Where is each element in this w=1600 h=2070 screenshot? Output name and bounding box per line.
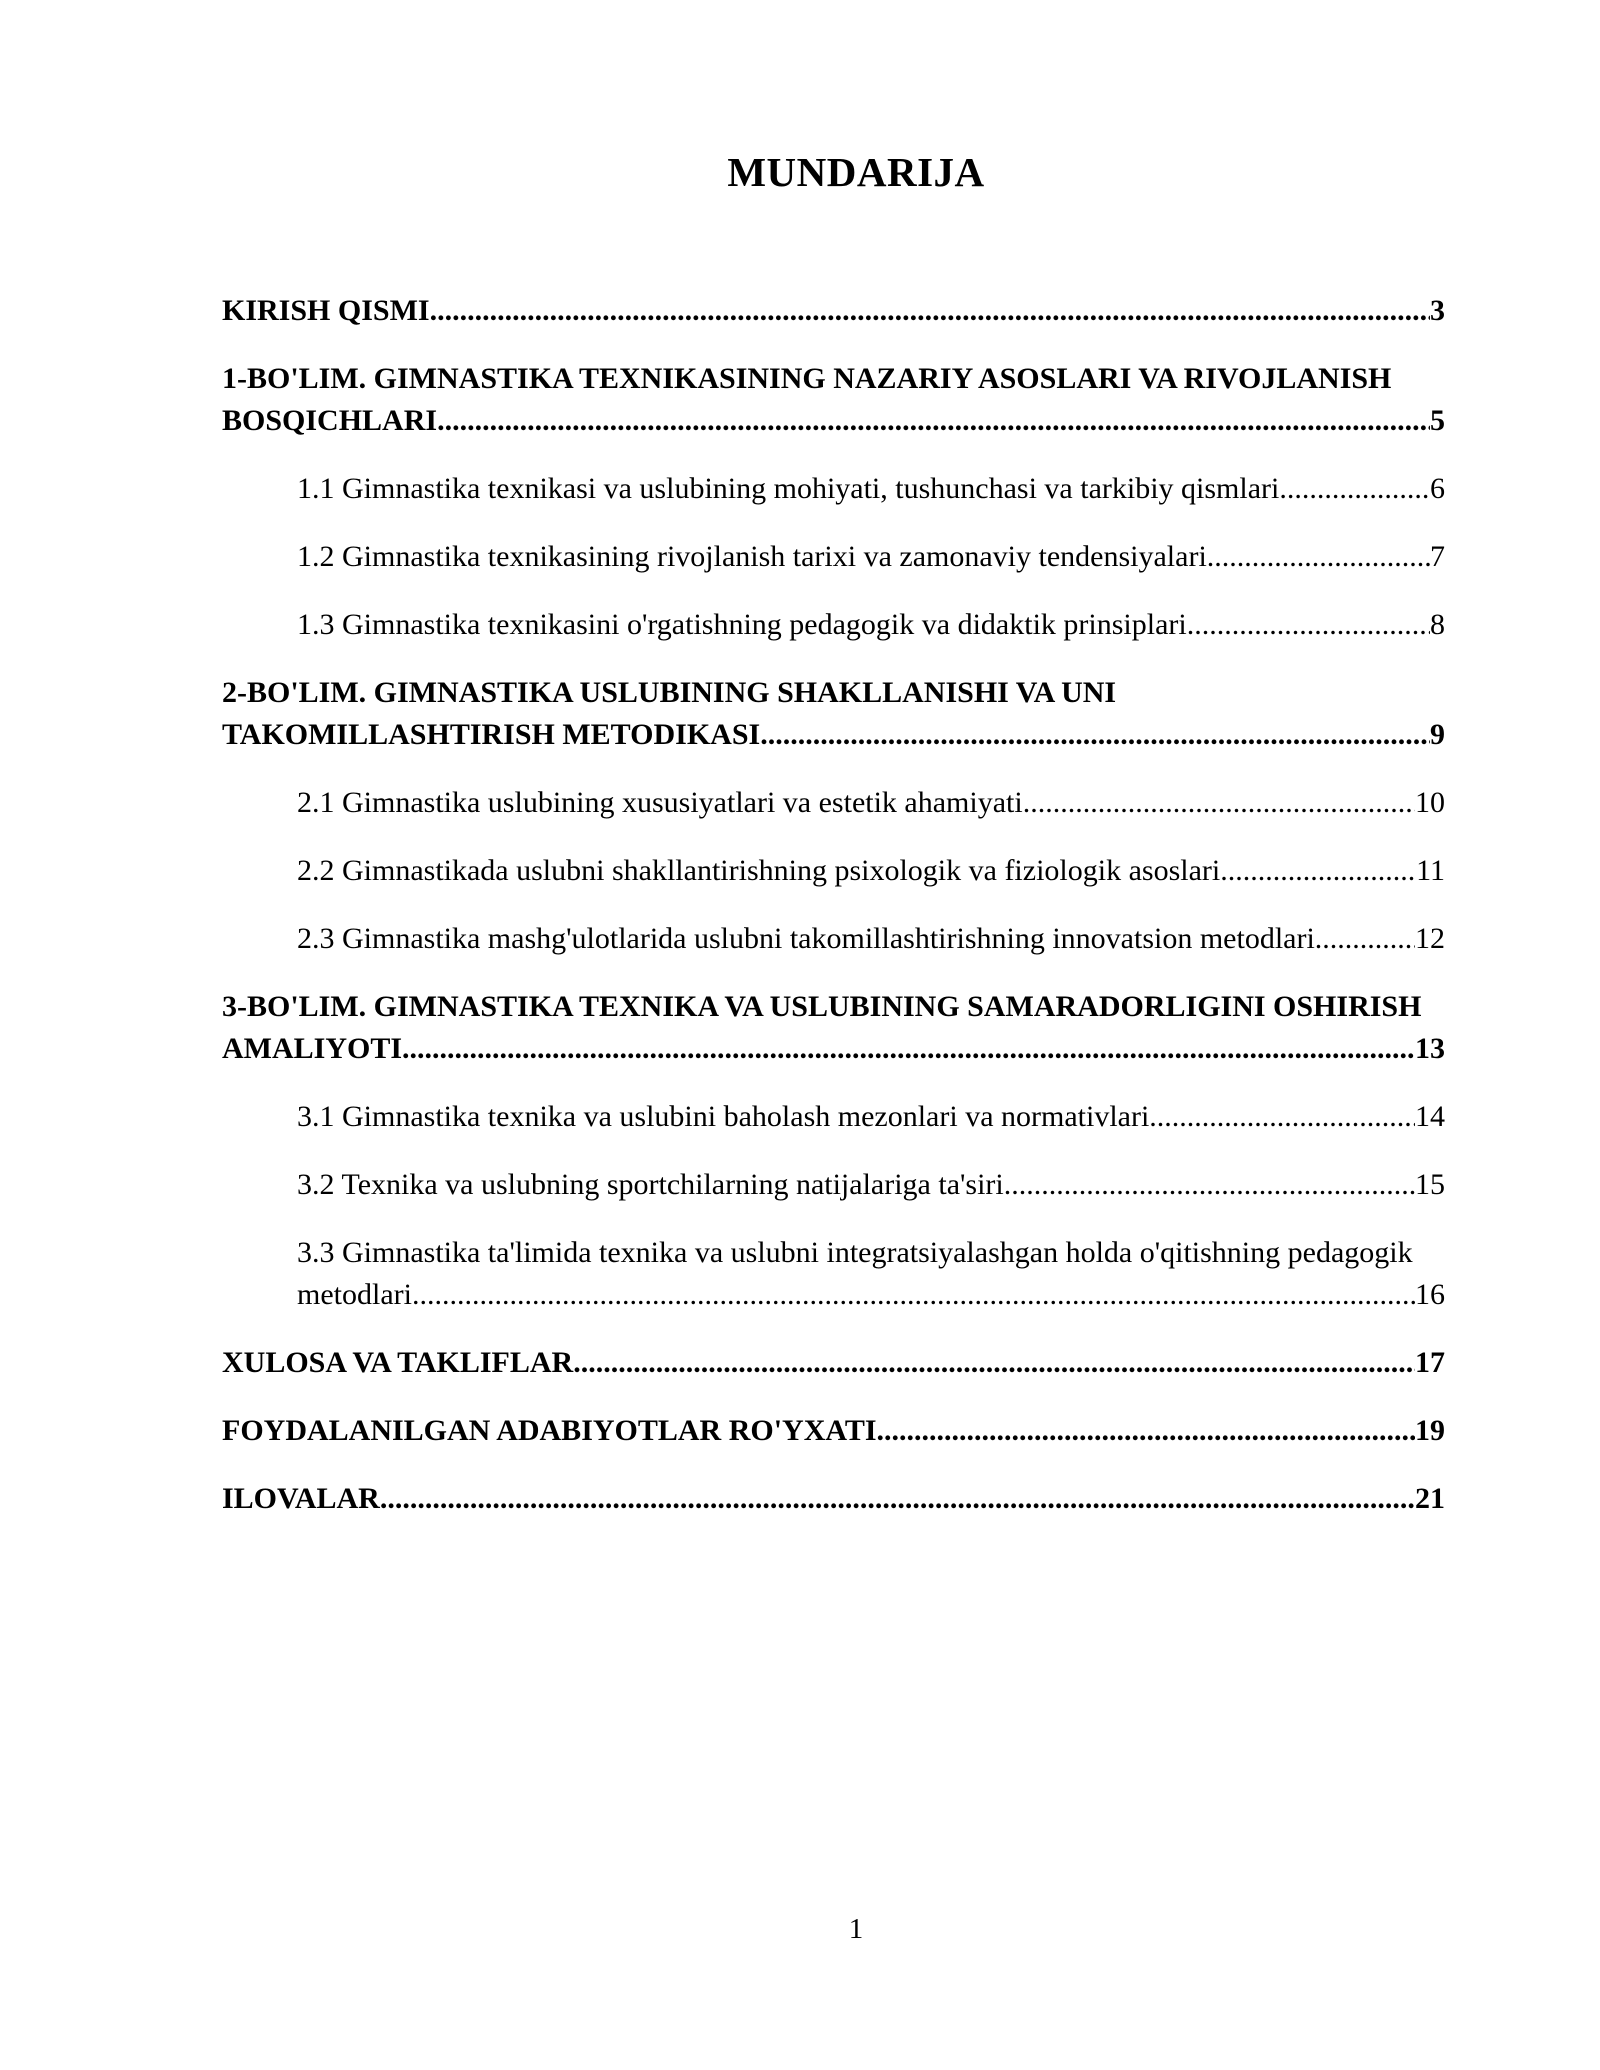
toc-page-number: 7 [1430,540,1445,573]
toc-page-number: 14 [1415,1100,1445,1133]
toc-entry-title: 3.2 Texnika va uslubning sportchilarning natijalariga ta'siri [297,1168,1004,1201]
toc-entry-title-line: 1-BO'LIM. GIMNASTIKA TEXNIKASINING NAZARIY ASOSLARI VA RIVOJLANISH [222,362,1392,395]
toc-entry-3-1[interactable] [222,1096,1445,1138]
dot-leader [402,1028,1415,1070]
toc-entry-2-2[interactable] [222,850,1445,892]
toc-line [222,1410,1445,1452]
toc-page-number: 11 [1416,854,1445,887]
dot-leader [760,714,1430,756]
toc-page-number: 15 [1415,1168,1445,1201]
toc-entry-title: metodlari [297,1278,412,1311]
dot-leader [380,1478,1415,1520]
toc-entry-title: TAKOMILLASHTIRISH METODIKASI [222,718,761,751]
toc-line [297,536,1445,578]
dot-leader [1187,604,1430,646]
dot-leader [1279,468,1430,510]
toc-page-number: 5 [1430,404,1445,437]
toc-line [297,782,1445,824]
toc-entry-title: 2.2 Gimnastikada uslubni shakllantirishning psixologik va fiziologik asoslari [297,854,1221,887]
toc-entry-title-line: 3.3 Gimnastika ta'limida texnika va uslubni integratsiyalashgan holda o'qitishning pedagogik [297,1236,1413,1269]
toc-line [222,1342,1445,1384]
toc-entry-title: XULOSA VA TAKLIFLAR [222,1346,574,1379]
page-number: 1 [848,1913,864,1945]
toc-entry-title: 1.2 Gimnastika texnikasining rivojlanish tarixi va zamonaviy tendensiyalari [297,540,1207,573]
table-of-contents [222,290,1445,1546]
toc-entry-chapter-3[interactable] [222,986,1445,1070]
toc-page-number: 21 [1415,1482,1445,1515]
dot-leader [437,400,1430,442]
toc-entry-title-line: 3-BO'LIM. GIMNASTIKA TEXNIKA VA USLUBINING SAMARADORLIGINI OSHIRISH [222,990,1422,1023]
toc-line [222,290,1445,332]
toc-entry-xulosa[interactable] [222,1342,1445,1384]
page-title: MUNDARIJA [727,149,985,195]
toc-line [222,1028,1445,1070]
toc-page-number: 8 [1430,608,1445,641]
toc-line [297,1096,1445,1138]
dot-leader [1149,1096,1415,1138]
dot-leader [1004,1164,1415,1206]
toc-entry-2-1[interactable] [222,782,1445,824]
toc-entry-ilovalar[interactable] [222,1478,1445,1520]
toc-entry-title: 2.1 Gimnastika uslubining xususiyatlari va estetik ahamiyati [297,786,1023,819]
toc-entry-title: ILOVALAR [222,1482,380,1515]
toc-entry-1-3[interactable] [222,604,1445,646]
toc-entry-2-3[interactable] [222,918,1445,960]
toc-entry-title: 1.1 Gimnastika texnikasi va uslubining mohiyati, tushunchasi va tarkibiy qismlari [297,472,1280,505]
toc-entry-adabiyotlar[interactable] [222,1410,1445,1452]
toc-entry-chapter-1[interactable] [222,358,1445,442]
toc-entry-title: AMALIYOTI [222,1032,403,1065]
toc-page-number: 6 [1430,472,1445,505]
toc-page-number: 12 [1415,922,1445,955]
toc-entry-chapter-2[interactable] [222,672,1445,756]
toc-line [297,604,1445,646]
toc-page-number: 10 [1415,786,1445,819]
toc-line [297,1274,1445,1316]
dot-leader [573,1342,1415,1384]
toc-page-number: 3 [1430,294,1445,327]
toc-line [297,468,1445,510]
toc-entry-title-line: 2-BO'LIM. GIMNASTIKA USLUBINING SHAKLLANISHI VA UNI [222,676,1117,709]
dot-leader [1315,918,1415,960]
toc-page-number: 9 [1430,718,1445,751]
toc-entry-1-2[interactable] [222,536,1445,578]
toc-entry-title: FOYDALANILGAN ADABIYOTLAR RO'YXATI [222,1414,877,1447]
toc-line [297,1164,1445,1206]
toc-entry-3-2[interactable] [222,1164,1445,1206]
dot-leader [430,290,1430,332]
toc-entry-title: BOSQICHLARI [222,404,438,437]
toc-page-number: 19 [1415,1414,1445,1447]
toc-line [297,918,1445,960]
toc-line [222,714,1445,756]
toc-entry-1-1[interactable] [222,468,1445,510]
toc-line [222,400,1445,442]
toc-entry-kirish[interactable] [222,290,1445,332]
toc-entry-title: 1.3 Gimnastika texnikasini o'rgatishning pedagogik va didaktik prinsiplari [297,608,1187,641]
dot-leader [412,1274,1415,1316]
dot-leader [1207,536,1430,578]
toc-page-number: 13 [1415,1032,1445,1065]
dot-leader [877,1410,1415,1452]
toc-page-number: 17 [1415,1346,1445,1379]
toc-entry-3-3[interactable] [222,1232,1445,1316]
toc-entry-title: KIRISH QISMI [222,294,430,327]
toc-page-number: 16 [1415,1278,1445,1311]
toc-line [297,850,1445,892]
toc-line [222,1478,1445,1520]
toc-entry-title: 2.3 Gimnastika mashg'ulotlarida uslubni takomillashtirishning innovatsion metodlari [297,922,1315,955]
toc-entry-title: 3.1 Gimnastika texnika va uslubini baholash mezonlari va normativlari [297,1100,1150,1133]
dot-leader [1220,850,1416,892]
dot-leader [1023,782,1415,824]
